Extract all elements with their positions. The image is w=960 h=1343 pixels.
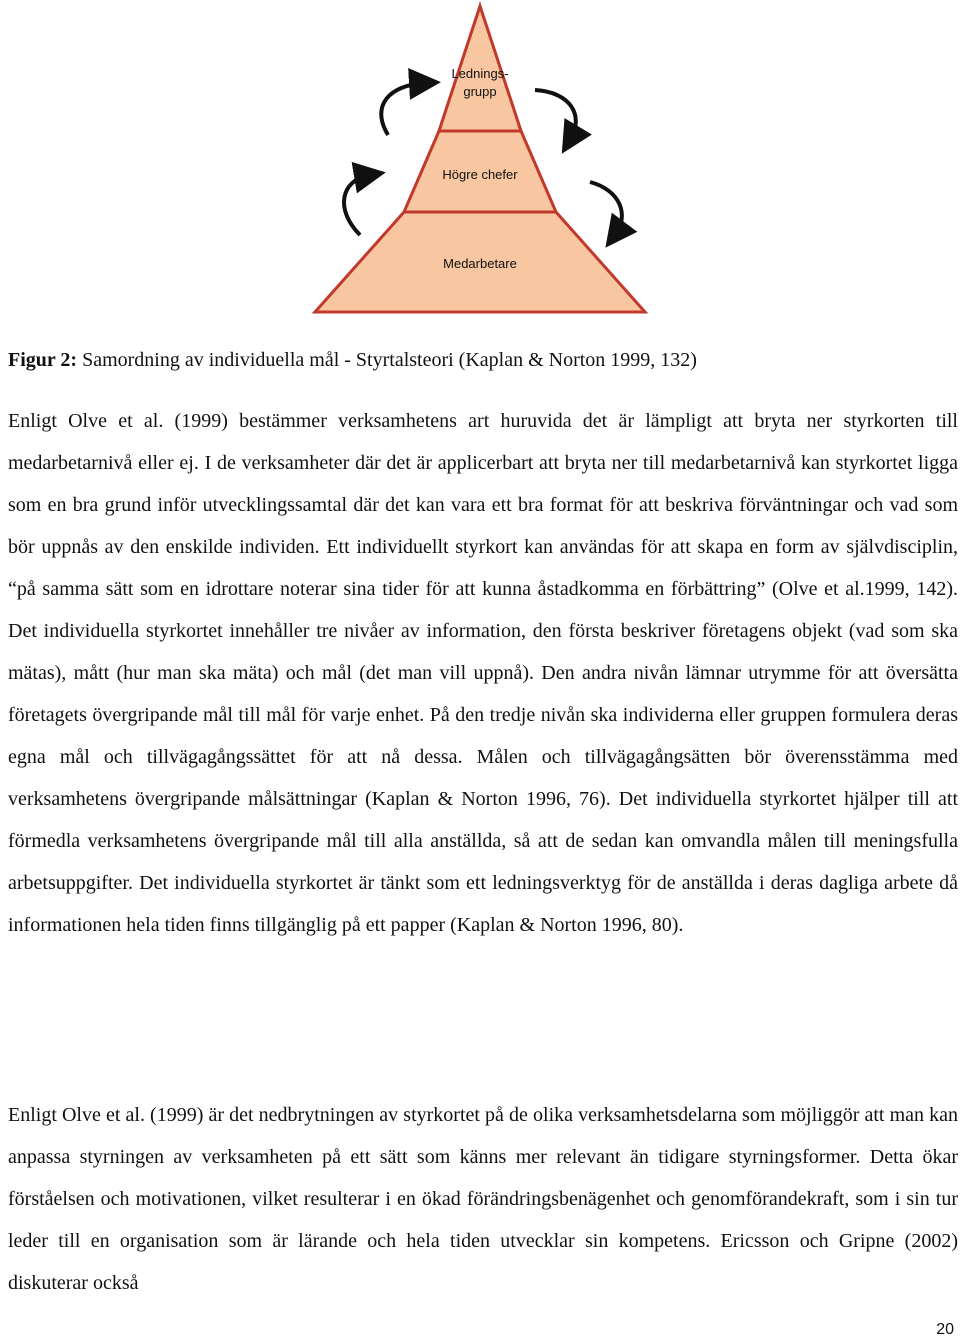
page-number: 20 xyxy=(936,1321,954,1338)
curved-arrow-left-lower xyxy=(344,175,370,235)
curved-arrow-right-upper xyxy=(535,90,576,140)
caption-label: Figur 2: xyxy=(8,349,78,371)
figure-caption xyxy=(8,344,953,376)
level-label-top-2: grupp xyxy=(463,84,497,99)
pyramid-figure xyxy=(300,0,660,320)
pyramid-diagram xyxy=(300,0,660,320)
level-label-middle: Högre chefer xyxy=(442,167,518,182)
curved-arrow-left-upper xyxy=(381,83,425,135)
level-label-bottom: Medarbetare xyxy=(443,256,517,271)
caption-text: Samordning av individuella mål - Styrtalsteori (Kaplan & Norton 1999, 132) xyxy=(77,349,697,371)
level-label-top-1: Lednings- xyxy=(451,66,509,81)
body-paragraph-1: Enligt Olve et al. (1999) bestämmer verksamhetens art huruvida det är lämpligt att bryta ner styrkorten till medarbetarnivå eller ej. I de verksamheter där det är applicerbart att bryta ner till medarbetarnivå kan styrkortet ligga som en bra grund inför utvecklingssamtal där det kan vara ett bra format för att beskriva förväntningar och vad som bör uppnås av den enskilde individen. Ett individuellt styrkort kan användas för att skapa en form av självdisciplin, “på samma sätt som en idrottare noterar sina tider för att kunna åstadkomma en förbättring” (Olve et al.1999, 142). Det individuella styrkortet innehåller tre nivåer av information, den första beskriver företagens objekt (vad som ska mätas), mått (hur man ska mäta) och mål (det man vill uppnå). Den andra nivån lämnar utrymme för att översätta företagets övergripande mål till mål för varje enhet. På den tredje nivån ska individerna eller gruppen formulera deras egna mål och tillvägagångssättet för att nå dessa. Målen och tillvägagångsätten bör överensstämma med verksamhetens övergripande målsättningar (Kaplan & Norton 1996, 76). Det individuella styrkortet hjälper till att förmedla verksamhetens övergripande mål till alla anställda, så att de sedan kan omvandla målen till meningsfulla arbetsuppgifter. Det individuella styrkortet är tänkt som ett ledningsverktyg för de anställda i deras dagliga arbete då informationen hela tiden finns tillgänglig på ett papper (Kaplan & Norton 1996, 80). xyxy=(8,410,958,936)
curved-arrow-right-lower xyxy=(590,182,622,235)
body-paragraph-2: Enligt Olve et al. (1999) är det nedbrytningen av styrkortet på de olika verksamhetsdelarna som möjliggör att man kan anpassa styrningen av verksamheten på ett sätt som känns mer relevant än tidigare styrningsformer. Detta ökar förståelsen och motivationen, vilket resulterar i en ökad förändringsbenägenhet och genomförandekraft, som i sin tur leder till en organisation som är lärande och hela tiden utvecklar sin kompetens. Ericsson och Gripne (2002) diskuterar också xyxy=(8,1104,958,1294)
